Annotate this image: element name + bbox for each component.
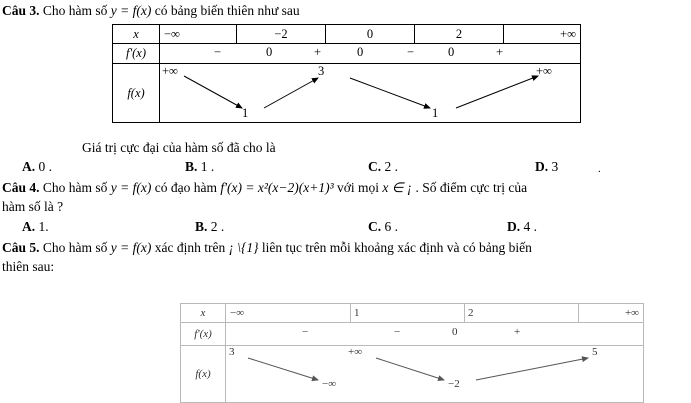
f-variation-cell xyxy=(226,346,644,403)
x-value: 2 xyxy=(465,304,579,323)
x-value: −∞ xyxy=(226,304,351,323)
variation-arrows xyxy=(226,346,626,402)
answer-value: 0 . xyxy=(38,159,52,174)
f-value: −∞ xyxy=(322,378,337,390)
sign: − xyxy=(302,326,309,338)
question-4-heading xyxy=(2,180,527,196)
fprime-signs-cell xyxy=(226,323,644,346)
x-value: +∞ xyxy=(504,25,581,44)
sign: 0 xyxy=(452,326,458,338)
sign: 0 xyxy=(448,45,455,59)
table-row xyxy=(181,346,644,403)
sign: − xyxy=(394,326,401,338)
table-row xyxy=(113,44,581,64)
answer-value: 4 . xyxy=(523,219,537,234)
question-4-text4: . Số điểm cực trị của xyxy=(415,180,528,195)
answer-value: 3 xyxy=(551,159,559,174)
row-label-x: x xyxy=(181,304,226,323)
f-value: 3 xyxy=(229,346,235,358)
q3-answer-a xyxy=(22,159,52,175)
question-3-label: Câu 3. xyxy=(2,3,40,18)
sign: + xyxy=(514,326,521,338)
question-3-heading xyxy=(2,3,300,19)
answer-key: C. xyxy=(368,219,382,234)
question-3-text2: có bảng biến thiên như sau xyxy=(154,3,300,18)
f-variation-cell xyxy=(160,64,581,123)
f-value: −2 xyxy=(448,378,460,390)
f-value: +∞ xyxy=(162,64,178,78)
q4-answer-b xyxy=(195,219,224,235)
q4-answer-d xyxy=(507,219,537,235)
x-value: 2 xyxy=(415,25,504,44)
question-5-text3: liên tục trên mỗi khoảng xác định và có bảng biến xyxy=(261,240,532,255)
sign: − xyxy=(407,45,415,59)
x-value: +∞ xyxy=(579,304,644,323)
answer-key: B. xyxy=(185,159,198,174)
x-value: −2 xyxy=(237,25,326,44)
question-4-function: y = f(x) xyxy=(110,180,152,195)
variation-table-q3 xyxy=(112,24,581,123)
f-value: 1 xyxy=(242,106,249,120)
x-value: −∞ xyxy=(160,25,237,44)
question-5-text2: xác định trên xyxy=(154,240,226,255)
question-3-function: y = f(x) xyxy=(110,3,152,18)
row-label-x: x xyxy=(113,25,160,44)
answer-value: 6 . xyxy=(384,219,398,234)
question-5-label: Câu 5. xyxy=(2,240,40,255)
sign: − xyxy=(214,45,222,59)
answer-key: A. xyxy=(22,159,36,174)
f-value: 5 xyxy=(592,346,598,358)
q4-answer-c xyxy=(368,219,398,235)
table-row xyxy=(113,25,581,44)
variation-arrows xyxy=(160,64,568,122)
q4-answer-a xyxy=(22,219,49,235)
row-label-fprime: f'(x) xyxy=(113,44,160,64)
question-5-heading xyxy=(2,240,532,256)
q3-caption: Giá trị cực đại của hàm số đã cho là xyxy=(82,140,276,155)
answer-value: 2 . xyxy=(210,219,225,234)
table-row xyxy=(181,304,644,323)
f-value: +∞ xyxy=(348,346,363,358)
answer-value: 1. xyxy=(38,219,49,234)
answer-key: B. xyxy=(195,219,208,234)
question-3-text: Cho hàm số xyxy=(42,3,108,18)
question-4-text2: có đạo hàm xyxy=(154,180,217,195)
answer-key: A. xyxy=(22,219,36,234)
q3-answer-c xyxy=(368,159,398,175)
answer-value: 2 . xyxy=(384,159,398,174)
question-4-text: Cho hàm số xyxy=(42,180,108,195)
question-4-derivative: f'(x) = x²(x−2)(x+1)³ xyxy=(220,180,334,195)
question-4-label: Câu 4. xyxy=(2,180,40,195)
x-value: 1 xyxy=(351,304,465,323)
answer-key: C. xyxy=(368,159,382,174)
x-value: 0 xyxy=(326,25,415,44)
question-4-line2: hàm số là ? xyxy=(2,199,64,214)
variation-table-q5 xyxy=(180,303,644,403)
sign: + xyxy=(314,45,322,59)
answer-key: D. xyxy=(507,219,521,234)
answer-value: 1 . xyxy=(200,159,215,174)
answer-key: D. xyxy=(535,159,549,174)
table-row xyxy=(113,64,581,123)
question-5-line2: thiên sau: xyxy=(2,259,55,274)
sign: + xyxy=(496,45,504,59)
q3-answer-d xyxy=(535,159,558,175)
f-value: 3 xyxy=(318,64,325,78)
sign: 0 xyxy=(266,45,273,59)
q3-answer-b xyxy=(185,159,214,175)
row-label-f: f(x) xyxy=(113,64,160,123)
question-4-domain: x ∈ ¡ xyxy=(382,180,413,195)
row-label-f: f(x) xyxy=(181,346,226,403)
question-5-domain: ¡ \{1} xyxy=(228,240,259,255)
table-row xyxy=(181,323,644,346)
question-5-text: Cho hàm số xyxy=(42,240,108,255)
question-5-function: y = f(x) xyxy=(110,240,152,255)
question-4-text3: với mọi xyxy=(337,180,380,195)
q3-answer-d-dot: . xyxy=(598,163,601,175)
f-value: 1 xyxy=(432,106,439,120)
fprime-signs-cell xyxy=(160,44,581,64)
sign: 0 xyxy=(357,45,364,59)
row-label-fprime: f'(x) xyxy=(181,323,226,346)
f-value: +∞ xyxy=(536,64,552,78)
